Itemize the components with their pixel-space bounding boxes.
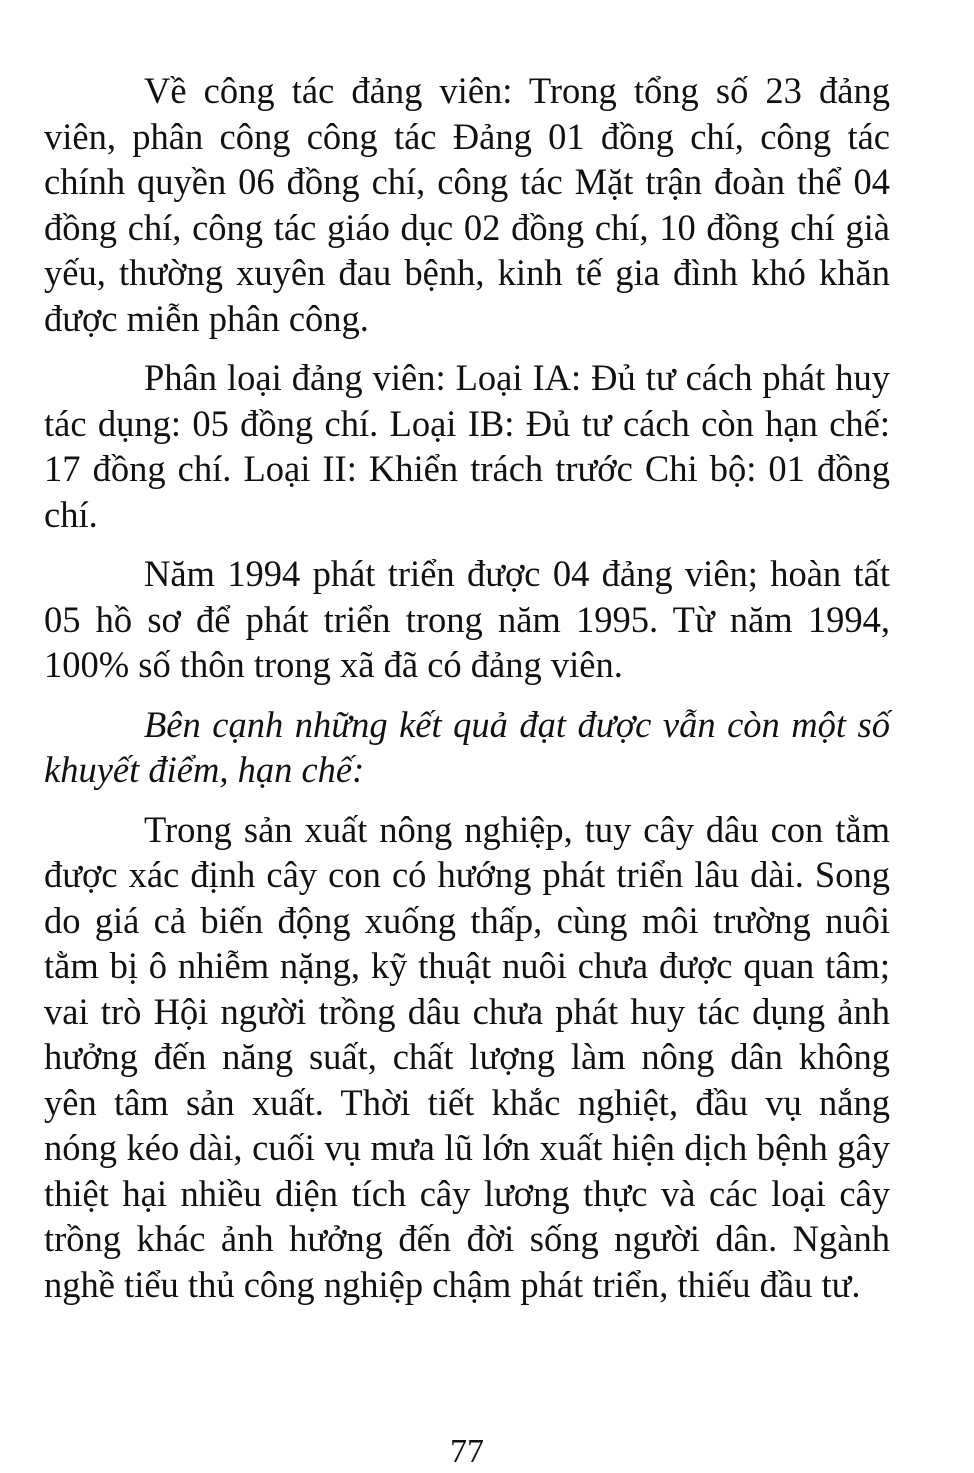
paragraph-member-development: Năm 1994 phát triển được 04 đảng viên; hoàn tất 05 hồ sơ để phát triển trong năm 1995. Từ năm 1994, 100% số thôn trong xã đã có đảng viên. — [44, 553, 890, 685]
paragraph-shortcomings-heading: Bên cạnh những kết quả đạt được vẫn còn một số khuyết điểm, hạn chế: — [44, 703, 890, 790]
paragraph-member-classification: Phân loại đảng viên: Loại IA: Đủ tư cách phát huy tác dụng: 05 đồng chí. Loại IB: Đủ tư cách còn hạn chế: 17 đồng chí. Loại II: Khiển trách trước Chi bộ: 01 đồng chí. — [44, 357, 890, 535]
paragraph-party-member-work: Về công tác đảng viên: Trong tổng số 23 đảng viên, phân công công tác Đảng 01 đồng chí, công tác chính quyền 06 đồng chí, công tác Mặt trận đoàn thể 04 đồng chí, công tác giáo dục 02 đồng chí, 10 đồng chí già yếu, thường xuyên đau bệnh, kinh tế gia đình khó khăn được miễn phân công. — [44, 70, 890, 339]
page-number: 77 — [450, 1433, 484, 1470]
page-body — [44, 68, 890, 1321]
paragraph-agriculture-limitations: Trong sản xuất nông nghiệp, tuy cây dâu con tằm được xác định cây con có hướng phát triển lâu dài. Song do giá cả biến động xuống thấp, cùng môi trường nuôi tằm bị ô nhiễm nặng, kỹ thuật nuôi chưa được quan tâm; vai trò Hội người trồng dâu chưa phát huy tác dụng ảnh hưởng đến năng suất, chất lượng làm nông dân không yên tâm sản xuất. Thời tiết khắc nghiệt, đầu vụ nắng nóng kéo dài, cuối vụ mưa lũ lớn xuất hiện dịch bệnh gây thiệt hại nhiều diện tích cây lương thực và các loại cây trồng khác ảnh hưởng đến đời sống người dân. Ngành nghề tiểu thủ công nghiệp chậm phát triển, thiếu đầu tư. — [44, 808, 890, 1305]
